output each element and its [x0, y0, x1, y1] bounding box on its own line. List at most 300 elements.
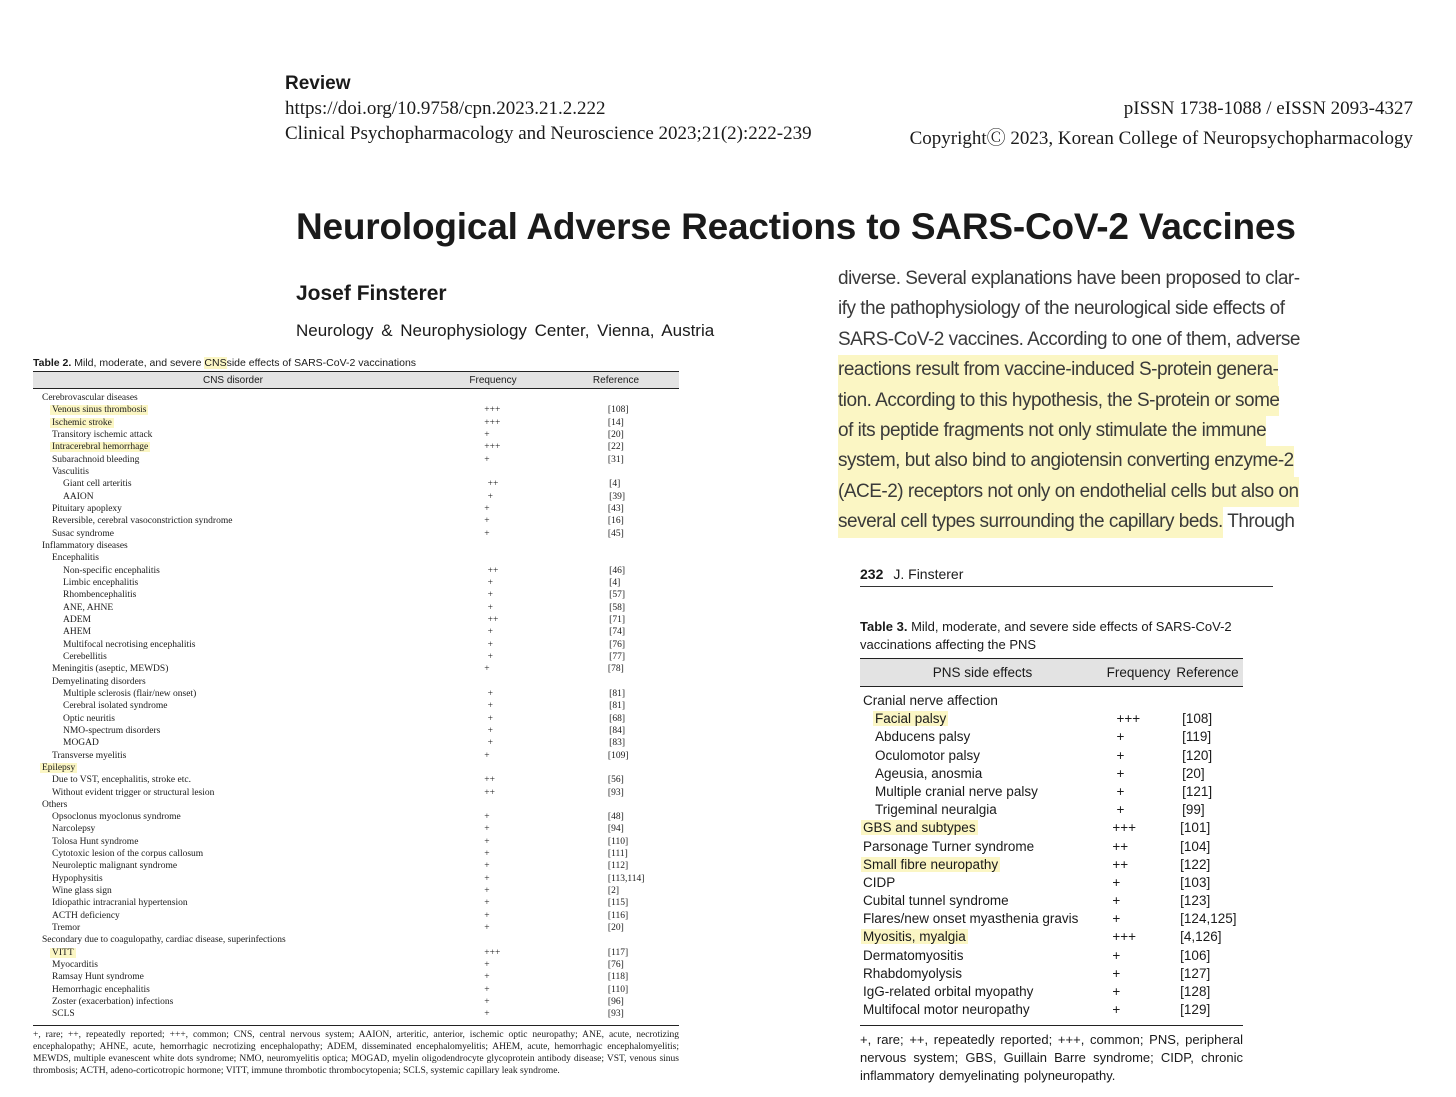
cell-reference: [20]	[607, 429, 624, 440]
body-paragraph	[838, 264, 1308, 538]
row-label: Limbic encephalitis	[63, 577, 139, 588]
cell-reference: [103]	[1180, 874, 1211, 890]
table-2-col-reference: Reference	[592, 374, 640, 386]
cell-label	[860, 910, 1112, 928]
row-label: Multiple cranial nerve palsy	[875, 783, 1038, 799]
row-label: Hemorrhagic encephalitis	[52, 984, 150, 995]
row-label: ACTH deficiency	[52, 910, 120, 921]
cell-label	[860, 819, 1112, 837]
table-row	[33, 676, 679, 688]
row-label: Hypophysitis	[52, 873, 103, 884]
table-row	[33, 737, 679, 749]
row-label: Secondary due to coagulopathy, cardiac disease, superinfections	[42, 935, 286, 946]
cell-reference: [122]	[1180, 856, 1211, 872]
cell-label	[33, 404, 484, 416]
cell-frequency: +	[1116, 747, 1125, 763]
cell-label	[33, 589, 488, 601]
cell-frequency: +	[487, 577, 494, 588]
table-2-caption-post: side effects of SARS-CoV-2 vaccinations	[226, 357, 417, 369]
cell-label	[33, 602, 488, 614]
row-label: SCLS	[52, 1009, 75, 1020]
cell-label	[33, 491, 488, 503]
cell-frequency: +	[1112, 911, 1121, 927]
cell-label	[860, 728, 1116, 746]
paragraph-line	[838, 355, 1308, 385]
cell-reference: [110]	[607, 836, 629, 847]
cell-frequency: ++	[1112, 856, 1129, 872]
table-row	[860, 947, 1243, 965]
highlighted-label: Small fibre neuropathy	[863, 856, 999, 872]
table-row	[33, 922, 679, 934]
cell-reference: [117]	[607, 947, 629, 958]
table-row	[860, 819, 1243, 837]
cell-label	[33, 737, 488, 749]
cell-label	[33, 676, 484, 688]
cell-reference: [56]	[607, 775, 624, 786]
table-row	[33, 663, 679, 675]
table-row	[33, 971, 679, 983]
cell-label	[33, 503, 484, 515]
highlighted-label: Facial palsy	[875, 711, 947, 727]
cell-label	[33, 959, 484, 971]
row-label: Transverse myelitis	[52, 750, 127, 761]
table-row	[860, 983, 1243, 1001]
cell-reference: [116]	[607, 910, 629, 921]
cell-reference: [76]	[609, 639, 625, 650]
cell-frequency	[481, 934, 607, 946]
row-label: Pituitary apoplexy	[52, 503, 122, 514]
paragraph-line	[838, 325, 1308, 355]
cell-label	[33, 897, 484, 909]
cell-frequency: +	[484, 997, 490, 1008]
table-row	[33, 885, 679, 897]
cell-reference: [113,114]	[607, 873, 645, 884]
cell-reference: [120]	[1182, 747, 1213, 763]
cell-reference	[608, 552, 679, 564]
cell-reference: [104]	[1180, 838, 1211, 854]
issn-line: pISSN 1738-1088 / eISSN 2093-4327	[1123, 98, 1413, 119]
row-label: Non-specific encephalitis	[63, 565, 160, 576]
row-label: NMO-spectrum disorders	[63, 725, 161, 736]
table-row	[33, 528, 679, 540]
author-name: Josef Finsterer	[296, 282, 447, 305]
cell-label	[33, 515, 484, 527]
cell-reference: [39]	[609, 491, 625, 502]
table-row	[860, 692, 1243, 710]
cell-frequency: +	[484, 923, 490, 934]
cell-label	[860, 1001, 1112, 1019]
cell-frequency: +	[487, 701, 494, 712]
highlighted-label: Intracerebral hemorrhage	[52, 442, 149, 453]
cell-reference: [99]	[1182, 802, 1205, 818]
cell-label	[33, 688, 488, 700]
cell-reference: [14]	[607, 417, 624, 428]
table-row	[33, 404, 679, 416]
row-label: Optic neuritis	[63, 713, 115, 724]
copyright-line: CopyrightⒸ 2023, Korean College of Neuropsychopharmacology	[909, 128, 1413, 149]
author-affiliation: Neurology & Neurophysiology Center, Vienna, Austria	[296, 321, 715, 340]
row-label: Tremor	[52, 923, 81, 934]
row-label: Zoster (exacerbation) infections	[52, 997, 174, 1008]
paragraph-line	[838, 477, 1308, 507]
paragraph-line	[838, 294, 1308, 324]
cell-frequency: +	[484, 824, 490, 835]
cell-frequency: ++	[1112, 838, 1129, 854]
cell-label	[860, 710, 1116, 728]
row-label: Giant cell arteritis	[63, 479, 132, 490]
cell-frequency: +	[484, 664, 490, 675]
row-label: Cerebral isolated syndrome	[63, 701, 168, 712]
row-label: Vasculitis	[52, 466, 89, 477]
cell-frequency: +	[487, 627, 494, 638]
cell-label	[33, 774, 484, 786]
table-row	[860, 1001, 1243, 1019]
cell-reference: [71]	[609, 614, 625, 625]
cell-reference: [129]	[1180, 1002, 1211, 1018]
cell-label	[860, 692, 1112, 710]
row-label: Multifocal necrotising encephalitis	[63, 639, 196, 650]
cell-frequency	[481, 762, 607, 774]
cell-label	[33, 565, 488, 577]
cell-reference: [106]	[1180, 947, 1211, 963]
cell-label	[33, 860, 484, 872]
cell-label	[860, 892, 1112, 910]
table-row	[33, 565, 679, 577]
table-row	[33, 897, 679, 909]
cell-label	[860, 947, 1112, 965]
cell-frequency: +	[1116, 802, 1125, 818]
cell-reference: [43]	[607, 503, 624, 514]
cell-reference	[607, 934, 679, 946]
row-label: Subarachnoid bleeding	[52, 454, 140, 465]
cell-frequency	[484, 466, 608, 478]
cell-frequency: +	[487, 725, 494, 736]
cell-label	[33, 984, 484, 996]
cell-reference: [81]	[609, 688, 625, 699]
cell-label	[33, 552, 484, 564]
cell-frequency: ++	[487, 614, 499, 625]
cell-label	[33, 823, 484, 835]
cell-frequency: +	[1112, 965, 1121, 981]
table-row	[33, 392, 679, 404]
cell-reference: [48]	[607, 812, 624, 823]
cell-frequency: +	[484, 454, 490, 465]
table-row	[860, 910, 1243, 928]
cell-frequency: +	[487, 738, 494, 749]
table-2-caption-label: Table 2.	[33, 357, 72, 369]
table-row	[860, 728, 1243, 746]
row-label: Demyelinating disorders	[52, 676, 146, 687]
cell-frequency: +++	[484, 405, 501, 416]
highlighted-text: system, but also bind to angiotensin converting enzyme-2	[838, 446, 1294, 476]
cell-label	[33, 922, 484, 934]
cell-label	[860, 801, 1116, 819]
cell-frequency: +	[487, 590, 494, 601]
cell-label	[33, 762, 481, 774]
cell-label	[33, 700, 488, 712]
cell-frequency: +	[484, 886, 490, 897]
table-2-col-frequency: Frequency	[469, 374, 517, 386]
cell-frequency: +++	[484, 947, 501, 958]
row-label: Multifocal motor neuropathy	[863, 1002, 1030, 1018]
row-label: Reversible, cerebral vasoconstriction syndrome	[52, 516, 233, 527]
cell-label	[33, 441, 484, 453]
highlighted-label: GBS and subtypes	[863, 820, 976, 836]
article-type-label: Review	[285, 73, 351, 94]
cell-reference: [68]	[609, 713, 625, 724]
page-number: 232	[860, 566, 884, 582]
cell-frequency: +	[1116, 765, 1125, 781]
row-label: Rhabdomyolysis	[863, 965, 963, 981]
cell-frequency	[481, 392, 607, 404]
cell-label	[33, 1008, 484, 1020]
row-label: Cubital tunnel syndrome	[863, 893, 1009, 909]
cell-reference: [2]	[607, 886, 619, 897]
cell-label	[33, 466, 484, 478]
cell-reference: [124,125]	[1180, 911, 1237, 927]
row-label: Cerebellitis	[63, 651, 107, 662]
cell-reference: [46]	[609, 565, 625, 576]
cell-label	[33, 787, 484, 799]
highlighted-label: VITT	[52, 947, 74, 958]
cell-reference: [81]	[609, 701, 625, 712]
table-row	[33, 774, 679, 786]
table-row	[33, 934, 679, 946]
cell-frequency: +	[487, 602, 494, 613]
cell-label	[33, 947, 484, 959]
row-label: Narcolepsy	[52, 824, 96, 835]
paragraph-line	[838, 416, 1308, 446]
row-label: ANE, AHNE	[63, 602, 114, 613]
cell-reference: [115]	[607, 898, 629, 909]
article-title: Neurological Adverse Reactions to SARS-CoV-2 Vaccines	[296, 206, 1296, 247]
table-2-caption	[33, 357, 679, 369]
cell-frequency: +	[484, 972, 490, 983]
table-row	[33, 860, 679, 872]
cell-reference: [83]	[609, 738, 625, 749]
table-row	[33, 454, 679, 466]
table-row	[33, 984, 679, 996]
cell-reference: [58]	[609, 602, 625, 613]
table-row	[33, 910, 679, 922]
table-row	[33, 515, 679, 527]
cell-label	[33, 725, 488, 737]
table-row	[33, 750, 679, 762]
table-row	[33, 959, 679, 971]
paragraph-text: ify the pathophysiology of the neurological side effects of	[838, 298, 1285, 320]
highlighted-text: of its peptide fragments not only stimulate the immune	[838, 416, 1266, 446]
cell-frequency: +	[1112, 893, 1121, 909]
table-row	[33, 589, 679, 601]
table-row	[33, 614, 679, 626]
row-label: Neuroleptic malignant syndrome	[52, 861, 178, 872]
table-row	[33, 873, 679, 885]
row-label: Ageusia, anosmia	[875, 765, 983, 781]
cell-frequency: +	[1112, 947, 1121, 963]
table-row	[33, 552, 679, 564]
table-row	[860, 710, 1243, 728]
cell-frequency	[481, 799, 607, 811]
cell-reference: [4]	[609, 577, 621, 588]
table-3-body	[860, 687, 1243, 1019]
table-row	[33, 799, 679, 811]
table-row	[860, 838, 1243, 856]
row-label: Without evident trigger or structural lesion	[52, 787, 215, 798]
cell-frequency: +++	[484, 417, 501, 428]
cell-frequency: +++	[1112, 820, 1136, 836]
cell-frequency	[481, 540, 607, 552]
table-row	[33, 848, 679, 860]
cell-label	[860, 783, 1116, 801]
table-row	[33, 466, 679, 478]
cell-reference: [16]	[607, 516, 624, 527]
cell-frequency	[484, 676, 608, 688]
cell-label	[860, 747, 1116, 765]
table-row	[33, 823, 679, 835]
table-row	[860, 928, 1243, 946]
cell-frequency: +	[484, 849, 490, 860]
cell-reference: [93]	[607, 787, 624, 798]
cell-reference	[608, 466, 679, 478]
paragraph-line	[838, 386, 1308, 416]
table-2-caption-highlight: CNS	[204, 357, 227, 369]
cell-reference: [31]	[607, 454, 624, 465]
table-row	[33, 491, 679, 503]
table-row	[33, 996, 679, 1008]
cell-frequency: +	[484, 836, 490, 847]
table-row	[33, 688, 679, 700]
cell-label	[33, 429, 484, 441]
highlighted-label: Ischemic stroke	[52, 417, 112, 428]
row-label: Encephalitis	[52, 553, 99, 564]
table-3-col-effects: PNS side effects	[932, 665, 1033, 680]
cell-label	[33, 799, 481, 811]
row-label: Rhombencephalitis	[63, 590, 137, 601]
cell-reference: [119]	[1182, 729, 1212, 745]
table-3-caption-label: Table 3.	[860, 619, 908, 634]
cell-reference	[607, 392, 679, 404]
cell-frequency: ++	[484, 787, 495, 798]
table-row	[33, 429, 679, 441]
table-row	[33, 700, 679, 712]
cell-reference: [108]	[607, 405, 629, 416]
paragraph-line	[838, 446, 1308, 476]
table-row	[33, 725, 679, 737]
row-label: Myocarditis	[52, 960, 98, 971]
table-row	[33, 811, 679, 823]
cell-reference	[607, 540, 679, 552]
cell-label	[860, 856, 1112, 874]
cell-label	[33, 528, 484, 540]
table-3-caption	[860, 618, 1243, 654]
table-row	[33, 836, 679, 848]
cell-reference: [93]	[607, 1009, 624, 1020]
row-label: Ramsay Hunt syndrome	[52, 972, 144, 983]
cell-reference	[1180, 692, 1243, 710]
cell-reference: [121]	[1182, 783, 1213, 799]
cell-label	[33, 417, 484, 429]
table-3	[860, 618, 1243, 1085]
table-3-footnote: +, rare; ++, repeatedly reported; +++, common; PNS, peripheral nervous system; GBS, Guillain Barre syndrome; CIDP, chronic inflammatory demyelinating polyneuropathy.	[860, 1025, 1243, 1085]
table-row	[33, 947, 679, 959]
cell-label	[33, 885, 484, 897]
table-row	[33, 762, 679, 774]
cell-frequency: +	[1112, 1002, 1121, 1018]
row-label: Susac syndrome	[52, 528, 115, 539]
cell-label	[860, 983, 1112, 1001]
cell-frequency: +	[487, 713, 494, 724]
cell-frequency: ++	[487, 479, 499, 490]
cell-reference: [110]	[607, 984, 629, 995]
row-label: Tolosa Hunt syndrome	[52, 836, 139, 847]
cell-frequency: +	[484, 984, 490, 995]
table-row	[860, 874, 1243, 892]
cell-frequency: +	[487, 491, 494, 502]
cell-label	[33, 811, 484, 823]
row-label: ADEM	[63, 614, 91, 625]
table-row	[33, 577, 679, 589]
cell-label	[33, 639, 488, 651]
cell-reference: [108]	[1182, 711, 1213, 727]
cell-frequency: +	[1112, 874, 1121, 890]
highlighted-text: reactions result from vaccine-induced S-protein genera-	[838, 355, 1278, 385]
highlighted-text: (ACE-2) receptors not only on endothelial cells but also on	[838, 477, 1299, 507]
row-label: Cerebrovascular diseases	[42, 393, 138, 403]
cell-label	[33, 836, 484, 848]
row-label: Cranial nerve affection	[863, 693, 998, 708]
highlighted-text: several cell types surrounding the capillary beds.	[838, 507, 1223, 537]
cell-reference: [118]	[607, 972, 629, 983]
cell-label	[33, 454, 484, 466]
running-author: J. Finsterer	[893, 566, 964, 582]
row-label: Multiple sclerosis (flair/new onset)	[63, 688, 197, 699]
table-3-col-frequency: Frequency	[1106, 665, 1171, 680]
cell-label	[33, 910, 484, 922]
paragraph-line	[838, 507, 1308, 537]
cell-frequency: +	[1112, 984, 1121, 999]
cell-reference: [123]	[1180, 893, 1211, 909]
row-label: Meningitis (aseptic, MEWDS)	[52, 664, 169, 675]
cell-label	[33, 478, 488, 490]
paragraph-text: diverse. Several explanations have been proposed to clar-	[838, 268, 1300, 289]
cell-frequency: +	[484, 898, 490, 909]
cell-frequency: +	[484, 429, 490, 440]
highlighted-label: Epilepsy	[42, 762, 76, 773]
cell-reference: [76]	[607, 960, 624, 971]
table-2-footnote: +, rare; ++, repeatedly reported; +++, common; CNS, central nervous system; AAION, arteritic, anterior, ischemic optic neuropathy; ANE, acute, necrotizing encephalopathy; AHNE, acute, hemorrhagic necrotizing encephalopathy; ADEM, disseminated encephalomyelitis; AHEM, acute, hemorrhagic encephalomyelitis; MEWDS, multiple evanescent white dots syndrome; NMO, neuromyelitis optica; MOGAD, myelin oligodendrocyte glycoprotein antibody disease; VST, venous sinus thrombosis; ACTH, adeno-corticotropic hormone; VITT, immune thrombotic thrombocytopenia; SCLS, systemic capillary leak syndrome.	[33, 1025, 679, 1077]
paragraph-text: SARS-CoV-2 vaccines. According to one of them, adverse	[838, 328, 1300, 350]
row-label: Due to VST, encephalitis, stroke etc.	[52, 775, 191, 786]
cell-reference: [4]	[609, 479, 621, 490]
cell-label	[860, 874, 1112, 892]
table-row	[33, 651, 679, 663]
cell-reference: [22]	[607, 442, 624, 453]
table-2-col-disorder: CNS disorder	[202, 374, 264, 386]
doi-link[interactable]: https://doi.org/10.9758/cpn.2023.21.2.222	[285, 98, 606, 119]
table-row	[33, 713, 679, 725]
table-row	[33, 626, 679, 638]
table-2-caption-pre: Mild, moderate, and severe	[71, 357, 205, 369]
cell-label	[33, 651, 488, 663]
table-row	[33, 639, 679, 651]
cell-label	[33, 663, 484, 675]
cell-frequency: ++	[484, 775, 495, 786]
cell-reference	[607, 799, 679, 811]
table-row	[33, 478, 679, 490]
cell-label	[33, 848, 484, 860]
row-label: Dermatomyositis	[863, 947, 964, 963]
table-row	[860, 765, 1243, 783]
